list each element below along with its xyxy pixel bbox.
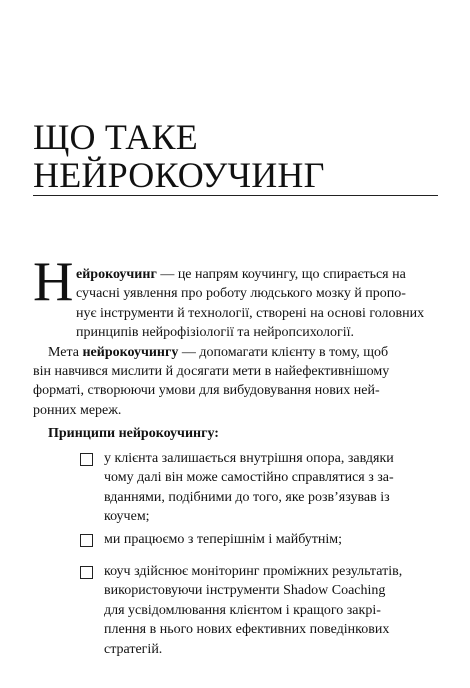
intro-line-2: сучасні уявлення про роботу людського мозку й пропо- (76, 286, 406, 301)
intro-term: ейрокоучинг (76, 267, 157, 282)
checkbox-icon (80, 534, 93, 547)
chapter-title-line-2: НЕЙРОКОУЧИНГ (33, 155, 325, 195)
principles-heading: Принципи нейрокоучингу: (48, 426, 219, 441)
principle-3-line-3: для усвідомлювання клієнтом і кращого закрі- (104, 603, 381, 618)
principle-1-line-1: у клієнта залишається внутрішня опора, завдяки (104, 451, 394, 466)
heading-divider (33, 195, 438, 196)
principle-3-line-1: коуч здійснює моніторинг проміжних результатів, (104, 564, 403, 579)
checkbox-icon (80, 453, 93, 466)
principle-3-line-2: використовуючи інструменти Shadow Coaching (104, 583, 386, 598)
principle-3-line-4: плення в нього нових ефективних поведінкових (104, 622, 390, 637)
intro-line-1-tail: — це напрям коучингу, що спирається на (156, 267, 406, 282)
intro-line-1 (76, 266, 406, 283)
principle-2-line-1: ми працюємо з теперішнім і майбутнім; (104, 532, 343, 547)
goal-line-4: ронних мереж. (33, 403, 122, 418)
principle-3-line-5: стратегій. (104, 642, 163, 657)
goal-suffix: — допомагати клієнту в тому, щоб (178, 345, 389, 360)
intro-line-4: принципів нейрофізіології та нейропсихології. (76, 325, 355, 340)
principle-1-line-2: чому далі він може самостійно справлятися з за- (104, 470, 394, 485)
principle-1-line-4: коучем; (104, 509, 150, 524)
principle-1-line-3: вданнями, подібними до того, яке розв’язував із (104, 490, 390, 505)
goal-line-3: форматі, створюючи умови для вибудовування нових ней- (33, 383, 380, 398)
goal-line-2: він навчився мислити й досягати мети в найефективнішому (33, 364, 390, 379)
intro-line-3: нує інструменти й технології, створені на основі головних (76, 306, 425, 321)
chapter-title-line-1: ЩО ТАКЕ (33, 117, 198, 157)
goal-prefix: Мета (48, 345, 83, 360)
drop-cap: Н (33, 251, 74, 313)
goal-term: нейрокоучингу (82, 345, 179, 360)
checkbox-icon (80, 566, 93, 579)
goal-line-1 (48, 344, 388, 361)
